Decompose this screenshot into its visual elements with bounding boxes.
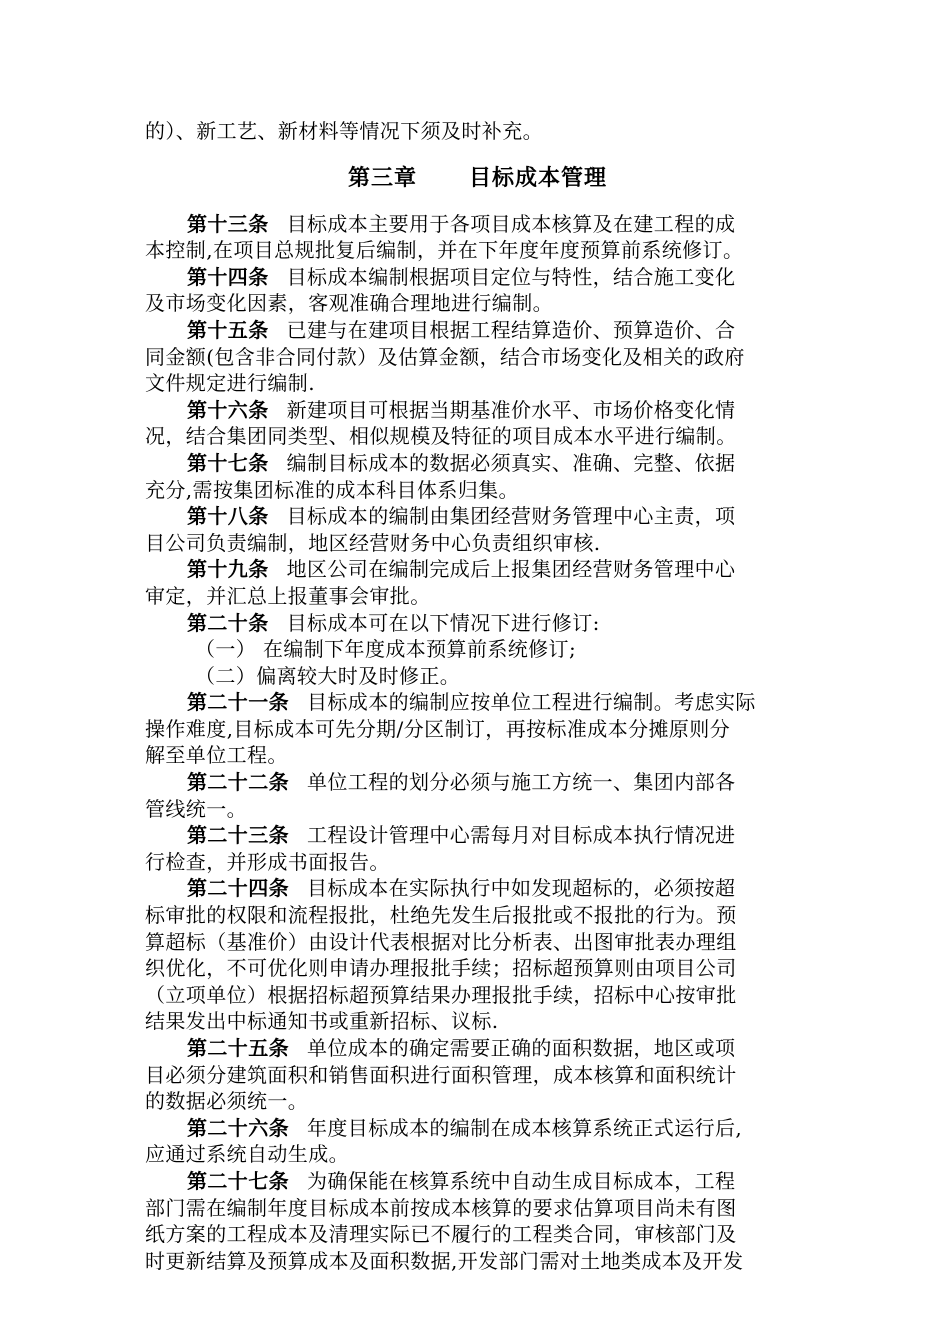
article-text: 纸方案的工程成本及清理实际已不履行的工程类合同，审核部门及 [145,1222,737,1247]
article-label: 第十九条 [187,557,269,582]
article [145,317,810,397]
article-label: 第二十七条 [187,1168,289,1193]
article-text: 本控制,在项目总规批复后编制，并在下年度年度预算前系统修订。 [145,238,744,263]
article-text: 目标成本的编制应按单位工程进行编制。考虑实际 [307,690,756,715]
article-text: 审定，并汇总上报董事会审批。 [145,583,431,608]
articles-list [145,211,810,1275]
article-line [145,1221,810,1248]
article-sub-item: （二）偏离较大时及时修正。 [195,663,461,688]
article-line [145,955,810,982]
article-line [145,503,810,530]
article-label: 第二十四条 [187,876,289,901]
article [145,822,810,875]
article-text: 部门需在编制年度目标成本前按成本核算的要求估算项目尚未有图 [145,1195,737,1220]
article-text: 目标成本可在以下情况下进行修订: [286,610,600,635]
article-label: 第二十条 [187,610,269,635]
article-text: 及市场变化因素，客观准确合理地进行编制。 [145,291,553,316]
article-text: 充分,需按集团标准的成本科目体系归集。 [145,477,519,502]
article-line [145,556,810,583]
article-line [145,1088,810,1115]
article-text: 单位成本的确定需要正确的面积数据，地区或项 [307,1036,736,1060]
chapter-heading [145,163,810,193]
article-text: 目标成本编制根据项目定位与特性，结合施工变化 [286,264,736,289]
article-text: 编制目标成本的数据必须真实、准确、完整、依据 [286,450,736,475]
article-text: 应通过系统自动生成。 [145,1142,349,1167]
article-text: 地区公司在编制完成后上报集团经营财务管理中心 [286,557,736,582]
article [145,1115,810,1168]
article-line [145,982,810,1009]
article-line [145,1062,810,1089]
article-line [145,875,810,902]
article [145,211,810,264]
article-text: 已建与在建项目根据工程结算造价、预算造价、合 [286,317,736,342]
article-text: 新建项目可根据当期基准价水平、市场价格变化情 [286,397,736,422]
article-line [145,796,810,823]
article-text: 管线统一。 [145,796,247,821]
article-line [145,610,810,637]
article-line [145,370,810,397]
article-text: 年度目标成本的编制在成本核算系统正式运行后, [307,1115,743,1140]
article-line [145,477,810,504]
article-line [145,1035,810,1062]
article [145,397,810,450]
article-label: 第二十一条 [187,690,289,715]
article-label: 第十四条 [187,264,269,289]
article-line [145,1168,810,1195]
article-line [145,902,810,929]
article-line [145,290,810,317]
article-line [145,583,810,610]
article [145,610,810,690]
article-label: 第十五条 [187,317,269,342]
article-text: （立项单位）根据招标超预算结果办理报批手续，招标中心按审批 [145,982,737,1007]
article-line [145,1195,810,1222]
article-line [145,450,810,477]
article [145,1168,810,1274]
article-line [145,769,810,796]
article-line [145,211,810,238]
article-line [145,1008,810,1035]
article-text: 织优化，不可优化则申请办理报批手续；招标超预算则由项目公司 [145,956,737,981]
article-text: 目标成本在实际执行中如发现超标的，必须按超 [307,876,736,901]
article-line [145,1248,810,1275]
article-line [145,264,810,291]
article-text: 目标成本的编制由集团经营财务管理中心主责，项 [286,504,736,529]
article-text: 况，结合集团同类型、相似规模及特征的项目成本水平进行编制。 [145,424,737,449]
article-text: 文件规定进行编制. [145,371,315,396]
article [145,1035,810,1115]
article-line [145,1141,810,1168]
article-sub-item: （一） 在编制下年度成本预算前系统修订; [195,637,577,662]
article [145,875,810,1035]
article-text: 操作难度,目标成本可先分期/分区制订，再按标准成本分摊原则分 [145,716,731,741]
article-label: 第十八条 [187,504,269,529]
article-line [145,1115,810,1142]
article [145,503,810,556]
article-line [145,716,810,743]
article-line [145,822,810,849]
article-text: 的数据必须统一。 [145,1089,309,1114]
article-line [145,423,810,450]
article-label: 第十三条 [187,211,269,236]
article-line [145,530,810,557]
article-text: 时更新结算及预算成本及面积数据,开发部门需对土地类成本及开发 [145,1248,744,1273]
article-text: 同金额(包含非合同付款）及估算金额，结合市场变化及相关的政府 [145,344,745,369]
article-text: 解至单位工程。 [145,743,288,768]
article-label: 第十六条 [187,397,269,422]
chapter-number: 第三章 [347,164,417,191]
article-text: 单位工程的划分必须与施工方统一、集团内部各 [307,770,736,795]
article-line [145,929,810,956]
article-line [145,849,810,876]
article-line [145,742,810,769]
article [145,769,810,822]
article [145,689,810,769]
article-text: 工程设计管理中心需每月对目标成本执行情况进 [307,823,736,848]
article-label: 第二十二条 [187,770,289,795]
intro-line: 的）、新工艺、新材料等情况下须及时补充。 [145,119,543,143]
article-text: 标审批的权限和流程报批，杜绝先发生后报批或不报批的行为。预 [145,903,737,928]
article-label: 第二十五条 [187,1036,289,1060]
article-text: 行检查，并形成书面报告。 [145,849,390,874]
article-text: 为确保能在核算系统中自动生成目标成本，工程 [307,1168,736,1193]
article-label: 第十七条 [187,450,269,475]
article-text: 目标成本主要用于各项目成本核算及在建工程的成 [286,211,736,236]
article-line [145,237,810,264]
article [145,556,810,609]
article-text: 结果发出中标通知书或重新招标、议标. [145,1009,499,1034]
article [145,264,810,317]
article-text: 算超标（基准价）由设计代表根据对比分析表、出图审批表办理组 [145,929,737,954]
article-line [145,344,810,371]
article-line [145,317,810,344]
article [145,450,810,503]
document-page [145,118,810,1274]
chapter-title: 目标成本管理 [469,164,608,191]
article-label: 第二十六条 [187,1115,289,1140]
article-label: 第二十三条 [187,823,289,848]
article-text: 目公司负责编制，地区经营财务中心负责组织审核. [145,530,601,555]
article-line [145,689,810,716]
article-text: 目必须分建筑面积和销售面积进行面积管理，成本核算和面积统计 [145,1062,737,1087]
article-line [145,397,810,424]
